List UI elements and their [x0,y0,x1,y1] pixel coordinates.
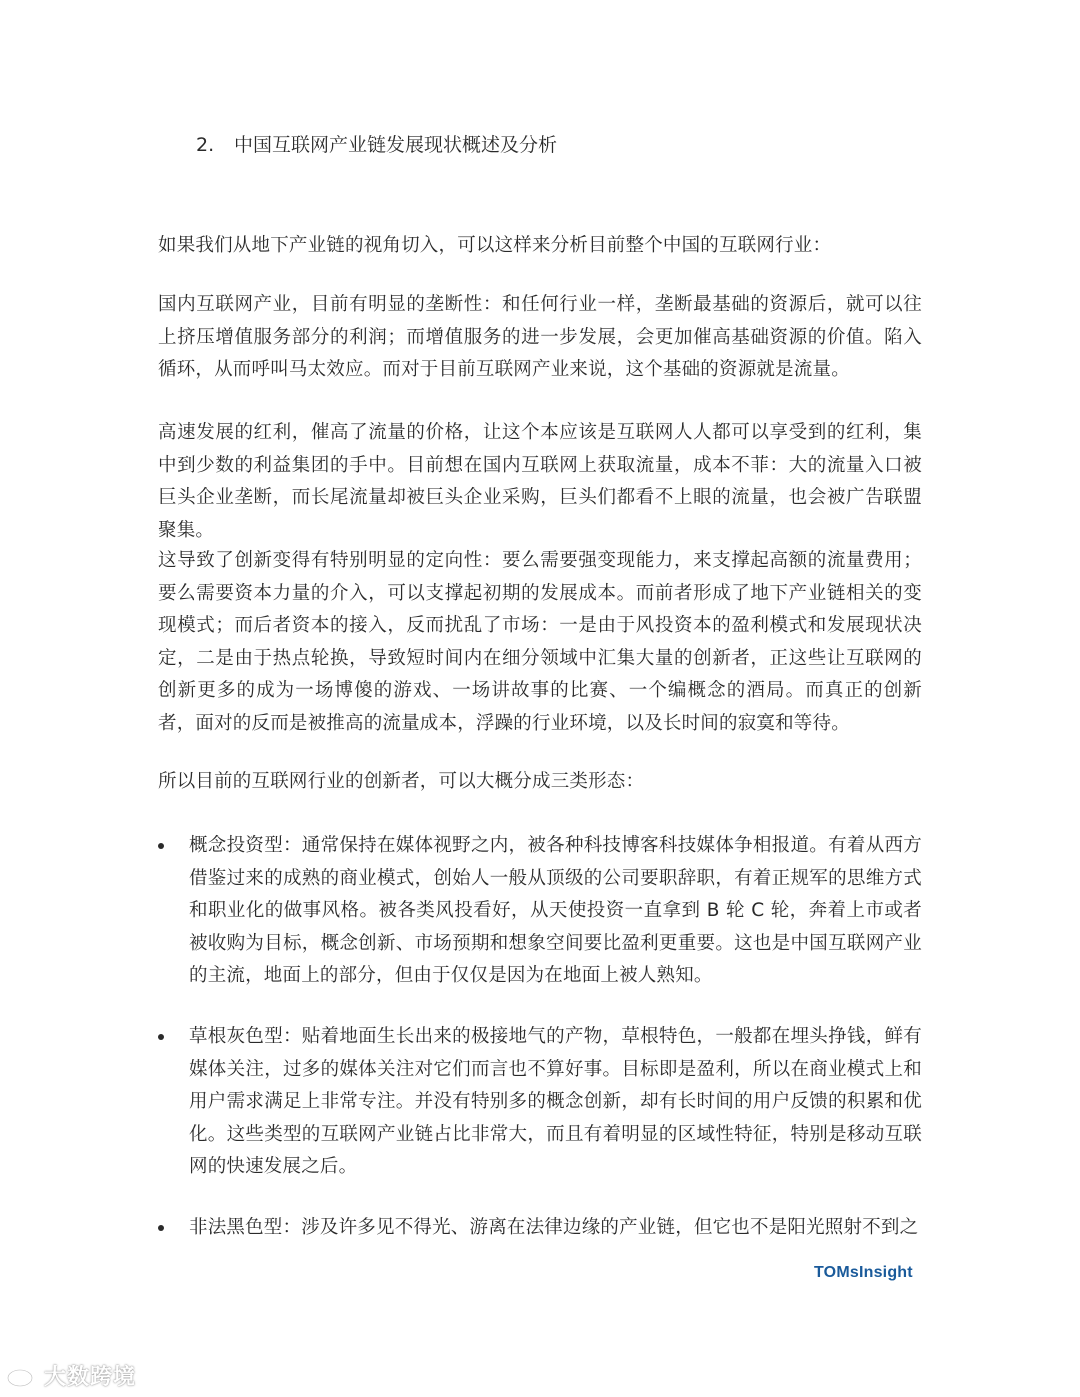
brand-logo-text: TOMsInsight [814,1264,913,1281]
paragraph-traffic: 高速发展的红利，催高了流量的价格，让这个本应该是互联网人人都可以享受到的红利，集中到少数的利益集团的手中。目前想在国内互联网上获取流量，成本不菲：大的流量入口被巨头企业垄断，而长尾流量却被巨头企业采购，巨头们都看不上眼的流量，也会被广告联盟聚集。 [158,422,922,541]
section-heading [196,131,557,159]
watermark [6,1358,136,1392]
list-item [158,1021,922,1184]
section-title: 中国互联网产业链发展现状概述及分析 [234,134,558,156]
list-item [158,830,922,993]
list-item-text: 草根灰色型：贴着地面生长出来的极接地气的产物，草根特色，一般都在埋头挣钱，鲜有媒体关注，过多的媒体关注对它们而言也不算好事。目标即是盈利，所以在商业模式上和用户需求满足上非常专注。并没有特别多的概念创新，却有长时间的用户反馈的积累和优化。这些类型的互联网产业链占比非常大，而且有着明显的区域性特征，特别是移动互联网的快速发展之后。 [189,1026,922,1177]
bullet-icon [158,843,164,849]
list-item [158,1212,922,1245]
section-number: 2. [196,134,215,156]
paragraph-three-types: 所以目前的互联网行业的创新者，可以大概分成三类形态： [158,771,645,792]
paragraph-monopoly: 国内互联网产业，目前有明显的垄断性：和任何行业一样，垄断最基础的资源后，就可以往上挤压增值服务部分的利润；而增值服务的进一步发展，会更加催高基础资源的价值。陷入循环，从而呼叫马太效应。而对于目前互联网产业来说，这个基础的资源就是流量。 [158,294,922,380]
paragraph-intro: 如果我们从地下产业链的视角切入，可以这样来分析目前整个中国的互联网行业： [158,235,832,256]
paragraph-innovation: 这导致了创新变得有特别明显的定向性：要么需要强变现能力，来支撑起高额的流量费用；要么需要资本力量的介入，可以支撑起初期的发展成本。而前者形成了地下产业链相关的变现模式；而后者资本的接入，反而扰乱了市场：一是由于风投资本的盈利模式和发展现状决定，二是由于热点轮换，导致短时间内在细分领域中汇集大量的创新者，正这些让互联网的创新更多的成为一场博傻的游戏、一场讲故事的比赛、一个编概念的酒局。而真正的创新者，面对的反而是被推高的流量成本，浮躁的行业环境，以及长时间的寂寞和等待。 [158,550,922,734]
watermark-text: 大数跨境 [44,1364,137,1390]
list-item-text: 概念投资型：通常保持在媒体视野之内，被各种科技博客科技媒体争相报道。有着从西方借鉴过来的成熟的商业模式，创始人一般从顶级的公司要职辞职，有着正规军的思维方式和职业化的做事风格。被各类风投看好，从天使投资一直拿到 B 轮 C 轮，奔着上市或者被收购为目标，概念创新、市场预期和想象空间要比盈利更重要。这也是中国互联网产业的主流，地面上的部分，但由于仅仅是因为在地面上被人熟知。 [189,835,922,986]
bullet-icon [158,1034,164,1040]
bullet-icon [158,1225,164,1231]
weibo-logo-icon [6,1362,40,1388]
list-item-text: 非法黑色型：涉及许多见不得光、游离在法律边缘的产业链，但它也不是阳光照射不到之 [189,1217,919,1238]
